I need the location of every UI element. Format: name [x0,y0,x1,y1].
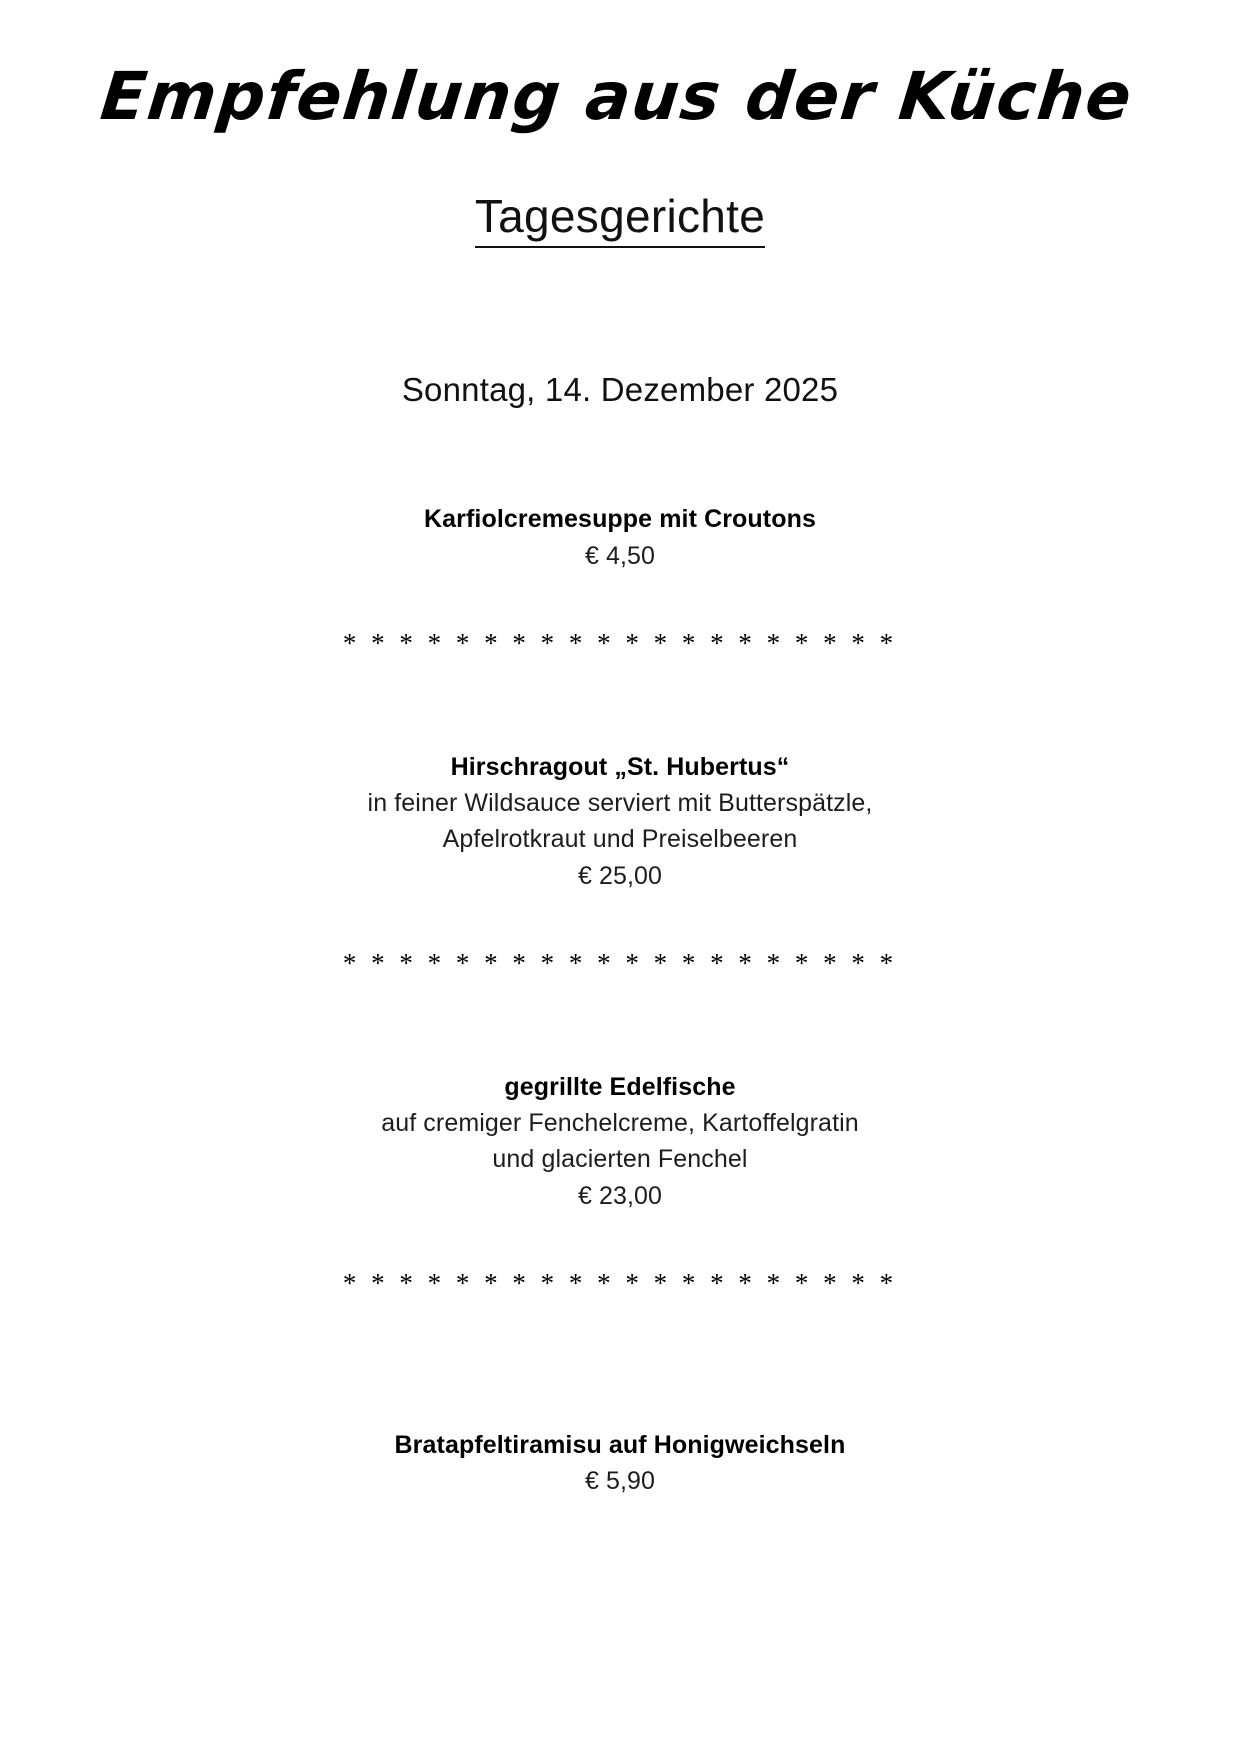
page-subtitle [100,131,1140,243]
page-title: Empfehlung aus der Küche [97,58,1137,135]
dish-price: € 4,50 [584,541,656,570]
dish-description-line: Apfelrotkraut und Preiselbeeren [442,825,798,854]
menu-item-dessert [100,1297,1140,1500]
page-subtitle-text: Tagesgerichte [475,190,765,248]
section-separator: * * * * * * * * * * * * * * * * * * * * [342,627,898,658]
dish-price: € 5,90 [584,1467,656,1496]
dish-description-line: und glacierten Fenchel [492,1145,748,1174]
menu-date: Sonntag, 14. Dezember 2025 [401,371,839,409]
dish-name: gegrillte Edelfische [504,1072,736,1101]
menu-item-main-course [100,657,1140,894]
dish-name: Bratapfeltiramisu auf Honigweichseln [394,1430,846,1459]
dish-description-line: in feiner Wildsauce serviert mit Butterspätzle, [367,789,873,818]
section-separator: * * * * * * * * * * * * * * * * * * * * [342,1267,898,1298]
dish-name: Hirschragout „St. Hubertus“ [450,752,790,781]
menu-item-fish-course [100,977,1140,1214]
section-separator: * * * * * * * * * * * * * * * * * * * * [342,947,898,978]
dish-price: € 23,00 [577,1181,663,1210]
dish-price: € 25,00 [577,861,663,890]
menu-item-starter [100,409,1140,574]
dish-name: Karfiolcremesuppe mit Croutons [424,505,816,534]
menu-content [97,0,1140,1499]
dish-description-line: auf cremiger Fenchelcreme, Kartoffelgratin [381,1109,859,1138]
menu-list [100,409,1140,1499]
